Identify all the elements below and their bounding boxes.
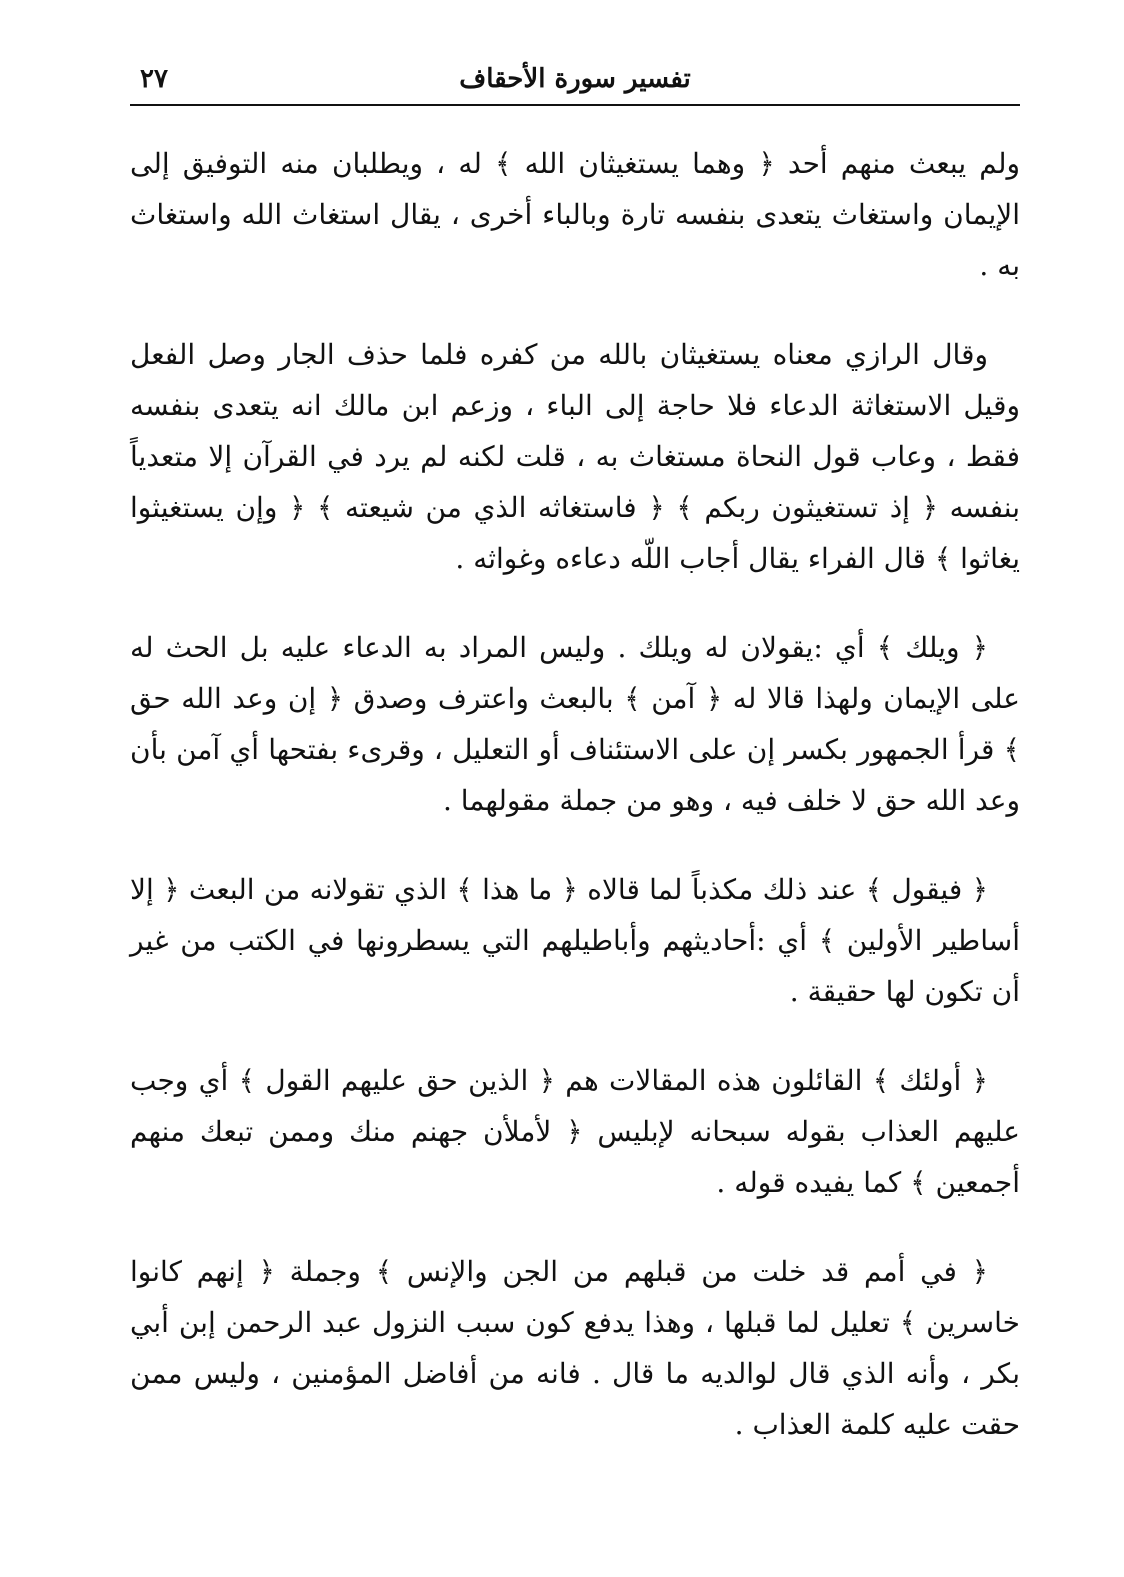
paragraph-1: ولم يبعث منهم أحد ﴿ وهما يستغيثان الله ﴾ له ، ويطلبان منه التوفيق إلى الإيمان واستغاث يتعدى بنفسه تارة وبالباء أخرى ، يقال استغاث الله واستغاث به .: [130, 147, 1020, 282]
paragraph-4: ﴿ فيقول ﴾ عند ذلك مكذباً لما قالاه ﴿ ما هذا ﴾ الذي تقولانه من البعث ﴿ إلا أساطير الأولين ﴾ أي :أحاديثهم وأباطيلهم التي يسطرونها في الكتب من غير أن تكون لها حقيقة .: [130, 873, 1020, 1008]
page-number: ٢٧: [140, 64, 168, 94]
paragraph-5: ﴿ أولئك ﴾ القائلون هذه المقالات هم ﴿ الذين حق عليهم القول ﴾ أي وجب عليهم العذاب بقوله سبحانه لإبليس ﴿ لأملأن جهنم منك وممن تبعك منهم أجمعين ﴾ كما يفيده قوله .: [130, 1064, 1020, 1199]
paragraph-2: وقال الرازي معناه يستغيثان بالله من كفره فلما حذف الجار وصل الفعل وقيل الاستغاثة الدعاء فلا حاجة إلى الباء ، وزعم ابن مالك انه يتعدى بنفسه فقط ، وعاب قول النحاة مستغاث به ، قلت لكنه لم يرد في القرآن إلا متعدياً بنفسه ﴿ إذ تستغيثون ربكم ﴾ ﴿ فاستغاثه الذي من شيعته ﴾ ﴿ وإن يستغيثوا يغاثوا ﴾ قال الفراء يقال أجاب اللّه دعاءه وغواثه .: [130, 338, 1020, 575]
running-title: تفسير سورة الأحقاف: [459, 64, 691, 94]
paragraph-3: ﴿ ويلك ﴾ أي :يقولان له ويلك . وليس المراد به الدعاء عليه بل الحث له على الإيمان ولهذا قالا له ﴿ آمن ﴾ بالبعث واعترف وصدق ﴿ إن وعد الله حق ﴾ قرأ الجمهور بكسر إن على الاستئناف أو التعليل ، وقرىء بفتحها أي آمن بأن وعد الله حق لا خلف فيه ، وهو من جملة مقولهما .: [130, 631, 1020, 817]
paragraph-6: ﴿ في أمم قد خلت من قبلهم من الجن والإنس ﴾ وجملة ﴿ إنهم كانوا خاسرين ﴾ تعليل لما قبلها ، وهذا يدفع كون سبب النزول عبد الرحمن إبن أبي بكر ، وأنه الذي قال لوالديه ما قال . فانه من أفاضل المؤمنين ، وليس ممن حقت عليه كلمة العذاب .: [130, 1255, 1020, 1441]
body-text: [130, 138, 1020, 1488]
page-header: [130, 58, 1020, 106]
